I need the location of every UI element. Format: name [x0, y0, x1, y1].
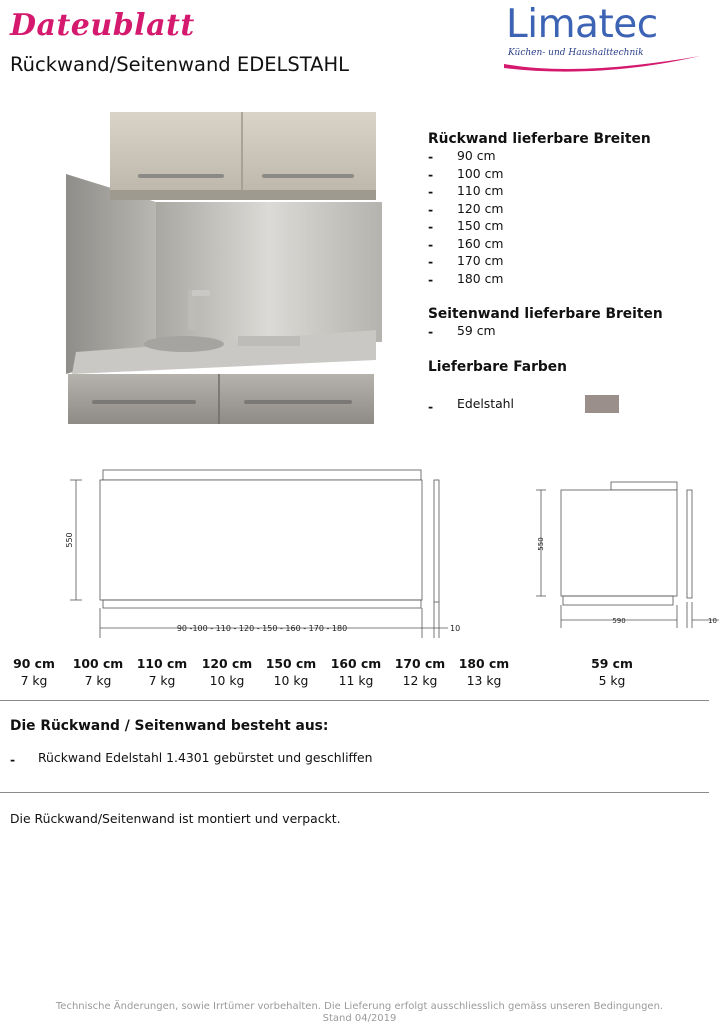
weight-item [582, 656, 642, 688]
list-item [428, 218, 651, 236]
side-width-label: 590 [612, 617, 626, 625]
back-wall-bottom-flange [103, 600, 421, 608]
list-item [428, 396, 568, 414]
footer-date: Stand 04/2019 [322, 1013, 397, 1024]
color-name: Edelstahl [457, 396, 514, 411]
side-wall-top-flange [611, 482, 677, 490]
footer-disclaimer: Technische Änderungen, sowie Irrtümer vorbehalten. Die Lieferung erfolgt ausschliesslich gemäss unseren Bedingungen. [55, 1001, 664, 1012]
back-wall-panel [100, 480, 422, 600]
weight-item [261, 656, 321, 688]
limatec-logo [500, 2, 710, 82]
width-value: 160 cm [457, 235, 504, 251]
weight-item [197, 656, 257, 688]
script-title: Dateublatt [10, 8, 195, 43]
packaging-note: Die Rückwand/Seitenwand ist montiert und verpackt. [10, 811, 341, 826]
list-item [428, 201, 651, 219]
logo-tagline: Küchen- und Haushalttechnik [508, 48, 644, 58]
side-wall-panel [561, 490, 677, 596]
width-value: 150 cm [457, 218, 504, 233]
weight-size: 59 cm [591, 656, 633, 671]
weight-item [132, 656, 192, 688]
dash-bullet: - [428, 219, 434, 234]
color-item [428, 396, 568, 414]
weight-size: 100 cm [72, 656, 124, 671]
list-item [428, 166, 651, 184]
weight-kg: 10 kg [273, 673, 309, 688]
composition-heading: Die Rückwand / Seitenwand besteht aus: [10, 718, 329, 734]
side-wall-bottom-flange [563, 596, 673, 605]
dash-bullet: - [428, 271, 434, 287]
weight-item [4, 656, 64, 688]
weight-size: 170 cm [394, 656, 446, 671]
back-wall-top-flange [103, 470, 421, 480]
side-wall-side-profile [687, 490, 692, 598]
weight-kg: 5 kg [598, 673, 626, 688]
weight-size: 150 cm [265, 656, 317, 671]
dash-bullet: - [428, 166, 434, 182]
side-height-label: 550 [537, 537, 545, 551]
weight-item [454, 656, 514, 688]
dash-bullet: - [428, 254, 434, 269]
list-item [428, 236, 651, 254]
back-height-label: 550 [65, 532, 74, 548]
weight-kg: 12 kg [402, 673, 438, 688]
divider [0, 792, 709, 793]
dash-bullet: - [428, 149, 434, 164]
composition-text: Rückwand Edelstahl 1.4301 gebürstet und geschliffen [38, 750, 373, 765]
weight-size: 90 cm [13, 656, 55, 671]
width-value: 170 cm [457, 253, 504, 268]
weight-item [68, 656, 128, 688]
seitenwand-widths-heading: Seitenwand lieferbare Breiten [428, 306, 663, 322]
weight-size: 120 cm [201, 656, 253, 671]
rueckwand-widths-heading: Rückwand lieferbare Breiten [428, 131, 651, 147]
weight-kg: 10 kg [209, 673, 245, 688]
width-value: 180 cm [457, 270, 504, 286]
back-wall-side-profile [434, 480, 439, 602]
dash-bullet: - [428, 236, 434, 252]
back-depth-label: 10 [450, 624, 461, 633]
weight-kg: 11 kg [338, 673, 374, 688]
weight-item [326, 656, 386, 688]
rueckwand-widths-section [428, 131, 651, 288]
list-item [428, 271, 651, 289]
product-photo [66, 112, 382, 424]
weight-kg: 7 kg [84, 673, 112, 688]
weight-size: 110 cm [136, 656, 188, 671]
dash-bullet: - [428, 184, 434, 199]
weight-size: 180 cm [458, 656, 510, 671]
weight-size: 160 cm [330, 656, 382, 671]
width-value: 110 cm [457, 183, 504, 198]
logo-wordmark: Limatec [506, 2, 658, 47]
dash-bullet: - [428, 399, 434, 414]
dash-bullet: - [428, 324, 434, 339]
back-widths-label: 90 -100 - 110 - 120 - 150 - 160 - 170 - 180 [176, 624, 348, 633]
color-swatch-edelstahl [585, 395, 619, 413]
document-title: Rückwand/Seitenwand EDELSTAHL [10, 53, 350, 76]
technical-drawing [50, 462, 719, 642]
list-item [428, 253, 651, 271]
width-value: 59 cm [457, 323, 496, 338]
divider [0, 700, 709, 701]
colors-heading: Lieferbare Farben [428, 359, 567, 375]
weight-item [390, 656, 450, 688]
list-item [428, 148, 651, 166]
side-depth-label: 10 [708, 617, 717, 625]
weight-kg: 13 kg [466, 673, 502, 688]
colors-section [428, 359, 567, 375]
width-value: 100 cm [457, 165, 504, 181]
seitenwand-widths-section [428, 306, 663, 341]
width-value: 120 cm [457, 200, 504, 216]
weight-kg: 7 kg [148, 673, 176, 688]
width-value: 90 cm [457, 148, 496, 163]
weight-kg: 7 kg [20, 673, 48, 688]
list-item [428, 323, 663, 341]
dash-bullet: - [428, 201, 434, 217]
dash-bullet: - [10, 752, 16, 767]
list-item [428, 183, 651, 201]
